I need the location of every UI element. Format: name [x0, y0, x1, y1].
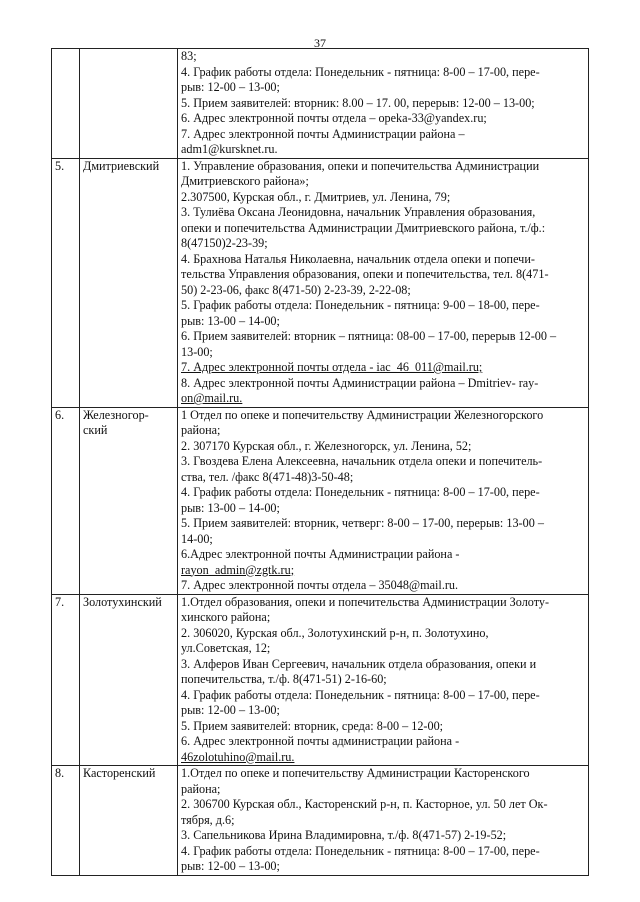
contact-info-line: 4. График работы отдела: Понедельник - пятница: 8-00 – 17-00, пере-: [181, 485, 540, 499]
contact-info-line: рыв: 12-00 – 13-00;: [181, 859, 280, 873]
contact-info-line: 3. Сапельникова Ирина Владимировна, т./ф. 8(471-57) 2-19-52;: [181, 828, 507, 842]
contact-info: [178, 766, 589, 876]
contact-info: [178, 49, 589, 159]
contact-info-line: 4. График работы отдела: Понедельник - пятница: 8-00 – 17-00, пере-: [181, 64, 540, 79]
contact-info-line: 1. Управление образования, опеки и попечительства Администрации: [181, 158, 540, 173]
contact-info-line: 4. График работы отдела: Понедельник - пятница: 8-00 – 17-00, пере-: [181, 687, 540, 702]
district-name-line: Касторенский: [83, 766, 156, 780]
contact-info-line: adm1@kursknet.ru.: [181, 142, 278, 156]
contact-info-line: 2. 307170 Курская обл., г. Железногорск, ул. Ленина, 52;: [181, 438, 472, 453]
table-row: [52, 766, 589, 876]
contact-info: [178, 158, 589, 407]
contact-info-line: рыв: 12-00 – 13-00;: [181, 80, 280, 94]
contact-info-line: 3. Алферов Иван Сергеевич, начальник отдела образования, опеки и: [181, 656, 537, 671]
contact-info-line: 3. Тулиёва Оксана Леонидовна, начальник Управления образования,: [181, 205, 536, 219]
row-number: 5.: [52, 158, 80, 407]
page-number: 37: [314, 36, 326, 50]
contact-info-line: 1.Отдел образования, опеки и попечительства Администрации Золоту-: [181, 594, 550, 609]
contacts-table: [51, 48, 589, 876]
contact-info-line: 4. График работы отдела: Понедельник - пятница: 8-00 – 17-00, пере-: [181, 843, 540, 858]
row-number: 7.: [52, 594, 80, 766]
table-row: [52, 594, 589, 766]
contact-info-line: 2.307500, Курская обл., г. Дмитриев, ул. Ленина, 79;: [181, 189, 451, 204]
contact-info-line: 3. Гвоздева Елена Алексеевна, начальник отдела опеки и попечитель-: [181, 454, 543, 468]
table-body: [52, 49, 589, 876]
district-name-line: Железногор-: [83, 407, 149, 422]
contact-info: [178, 407, 589, 594]
contact-info-line: 50) 2-23-06, факс 8(471-50) 2-23-39, 2-22-08;: [181, 282, 411, 297]
contact-info-line: опеки и попечительства Администрации Дмитриевского района, т./ф.:: [181, 220, 546, 235]
contact-info-line: 1.Отдел по опеке и попечительству Администрации Касторенского: [181, 766, 530, 780]
contact-info-line: 7. Адрес электронной почты Администрации района –: [181, 126, 465, 141]
table-row: [52, 158, 589, 407]
contact-info-line: ул.Советская, 12;: [181, 641, 271, 655]
contact-info-line: хинского района;: [181, 610, 271, 624]
contact-info-line: 6.Адрес электронной почты Администрации района -: [181, 547, 460, 561]
contact-info-line: 5. График работы отдела: Понедельник - пятница: 9-00 – 18-00, пере-: [181, 298, 540, 312]
contact-info: [178, 594, 589, 766]
contact-info-line: 6. Прием заявителей: вторник – пятница: 08-00 – 17-00, перерыв 12-00 –: [181, 329, 557, 343]
contact-info-line: 4. Брахнова Наталья Николаевна, начальник отдела опеки и попечи-: [181, 251, 535, 266]
contact-info-line: района;: [181, 423, 221, 437]
contact-info-line: 1 Отдел по опеке и попечительству Администрации Железногорского: [181, 407, 544, 422]
table-row: [52, 49, 589, 159]
contact-info-line: 8. Адрес электронной почты Администрации района – Dmitriev- ray-: [181, 375, 539, 390]
contact-info-line: 2. 306700 Курская обл., Касторенский р-н, п. Касторное, ул. 50 лет Ок-: [181, 797, 548, 811]
district-name-line: Золотухинский: [83, 594, 162, 609]
contact-info-line: тября, д.6;: [181, 812, 235, 827]
contact-info-line: Дмитриевского района»;: [181, 174, 309, 188]
contact-info-line: попечительства, т./ф. 8(471-51) 2-16-60;: [181, 672, 387, 686]
contact-info-line: 46zolotuhino@mail.ru.: [181, 749, 295, 764]
row-number: 6.: [52, 407, 80, 594]
contact-info-line: 13-00;: [181, 344, 213, 359]
contact-info-line: 2. 306020, Курская обл., Золотухинский р-н, п. Золотухино,: [181, 625, 489, 640]
district-name: [80, 594, 178, 766]
contact-info-line: ства, тел. /факс 8(471-48)3-50-48;: [181, 469, 354, 484]
contact-info-line: 5. Прием заявителей: вторник, четверг: 8-00 – 17-00, перерыв: 13-00 –: [181, 516, 544, 530]
contact-info-line: 7. Адрес электронной почты отдела – 35048@mail.ru.: [181, 578, 459, 592]
district-name-line: Дмитриевский: [83, 158, 160, 173]
row-number: 8.: [52, 766, 80, 876]
contact-info-line: rayon_admin@zgtk.ru;: [181, 562, 295, 577]
contact-info-line: 6. Адрес электронной почты отдела – opeka-33@yandex.ru;: [181, 111, 487, 125]
table-row: [52, 407, 589, 594]
district-name: [80, 407, 178, 594]
contact-info-line: 5. Прием заявителей: вторник: 8.00 – 17. 00, перерыв: 12-00 – 13-00;: [181, 95, 535, 110]
contact-info-line: 5. Прием заявителей: вторник, среда: 8-00 – 12-00;: [181, 718, 444, 733]
district-name: [80, 158, 178, 407]
contact-info-line: 8(47150)2-23-39;: [181, 236, 268, 250]
contact-info-line: 7. Адрес электронной почты отдела - iac_46_011@mail.ru;: [181, 360, 483, 374]
row-number: [52, 49, 80, 159]
contact-info-line: 14-00;: [181, 531, 213, 546]
contact-info-line: on@mail.ru.: [181, 391, 243, 405]
district-name-line: ский: [83, 423, 108, 437]
contact-info-line: рыв: 13-00 – 14-00;: [181, 313, 280, 328]
contact-info-line: района;: [181, 781, 221, 796]
contact-info-line: рыв: 13-00 – 14-00;: [181, 500, 280, 515]
contact-info-line: рыв: 12-00 – 13-00;: [181, 703, 280, 717]
contact-info-line: 83;: [181, 49, 197, 63]
contact-info-line: тельства Управления образования, опеки и попечительства, тел. 8(471-: [181, 267, 549, 281]
contact-info-line: 6. Адрес электронной почты администрации района -: [181, 734, 460, 748]
district-name: [80, 49, 178, 159]
district-name: [80, 766, 178, 876]
